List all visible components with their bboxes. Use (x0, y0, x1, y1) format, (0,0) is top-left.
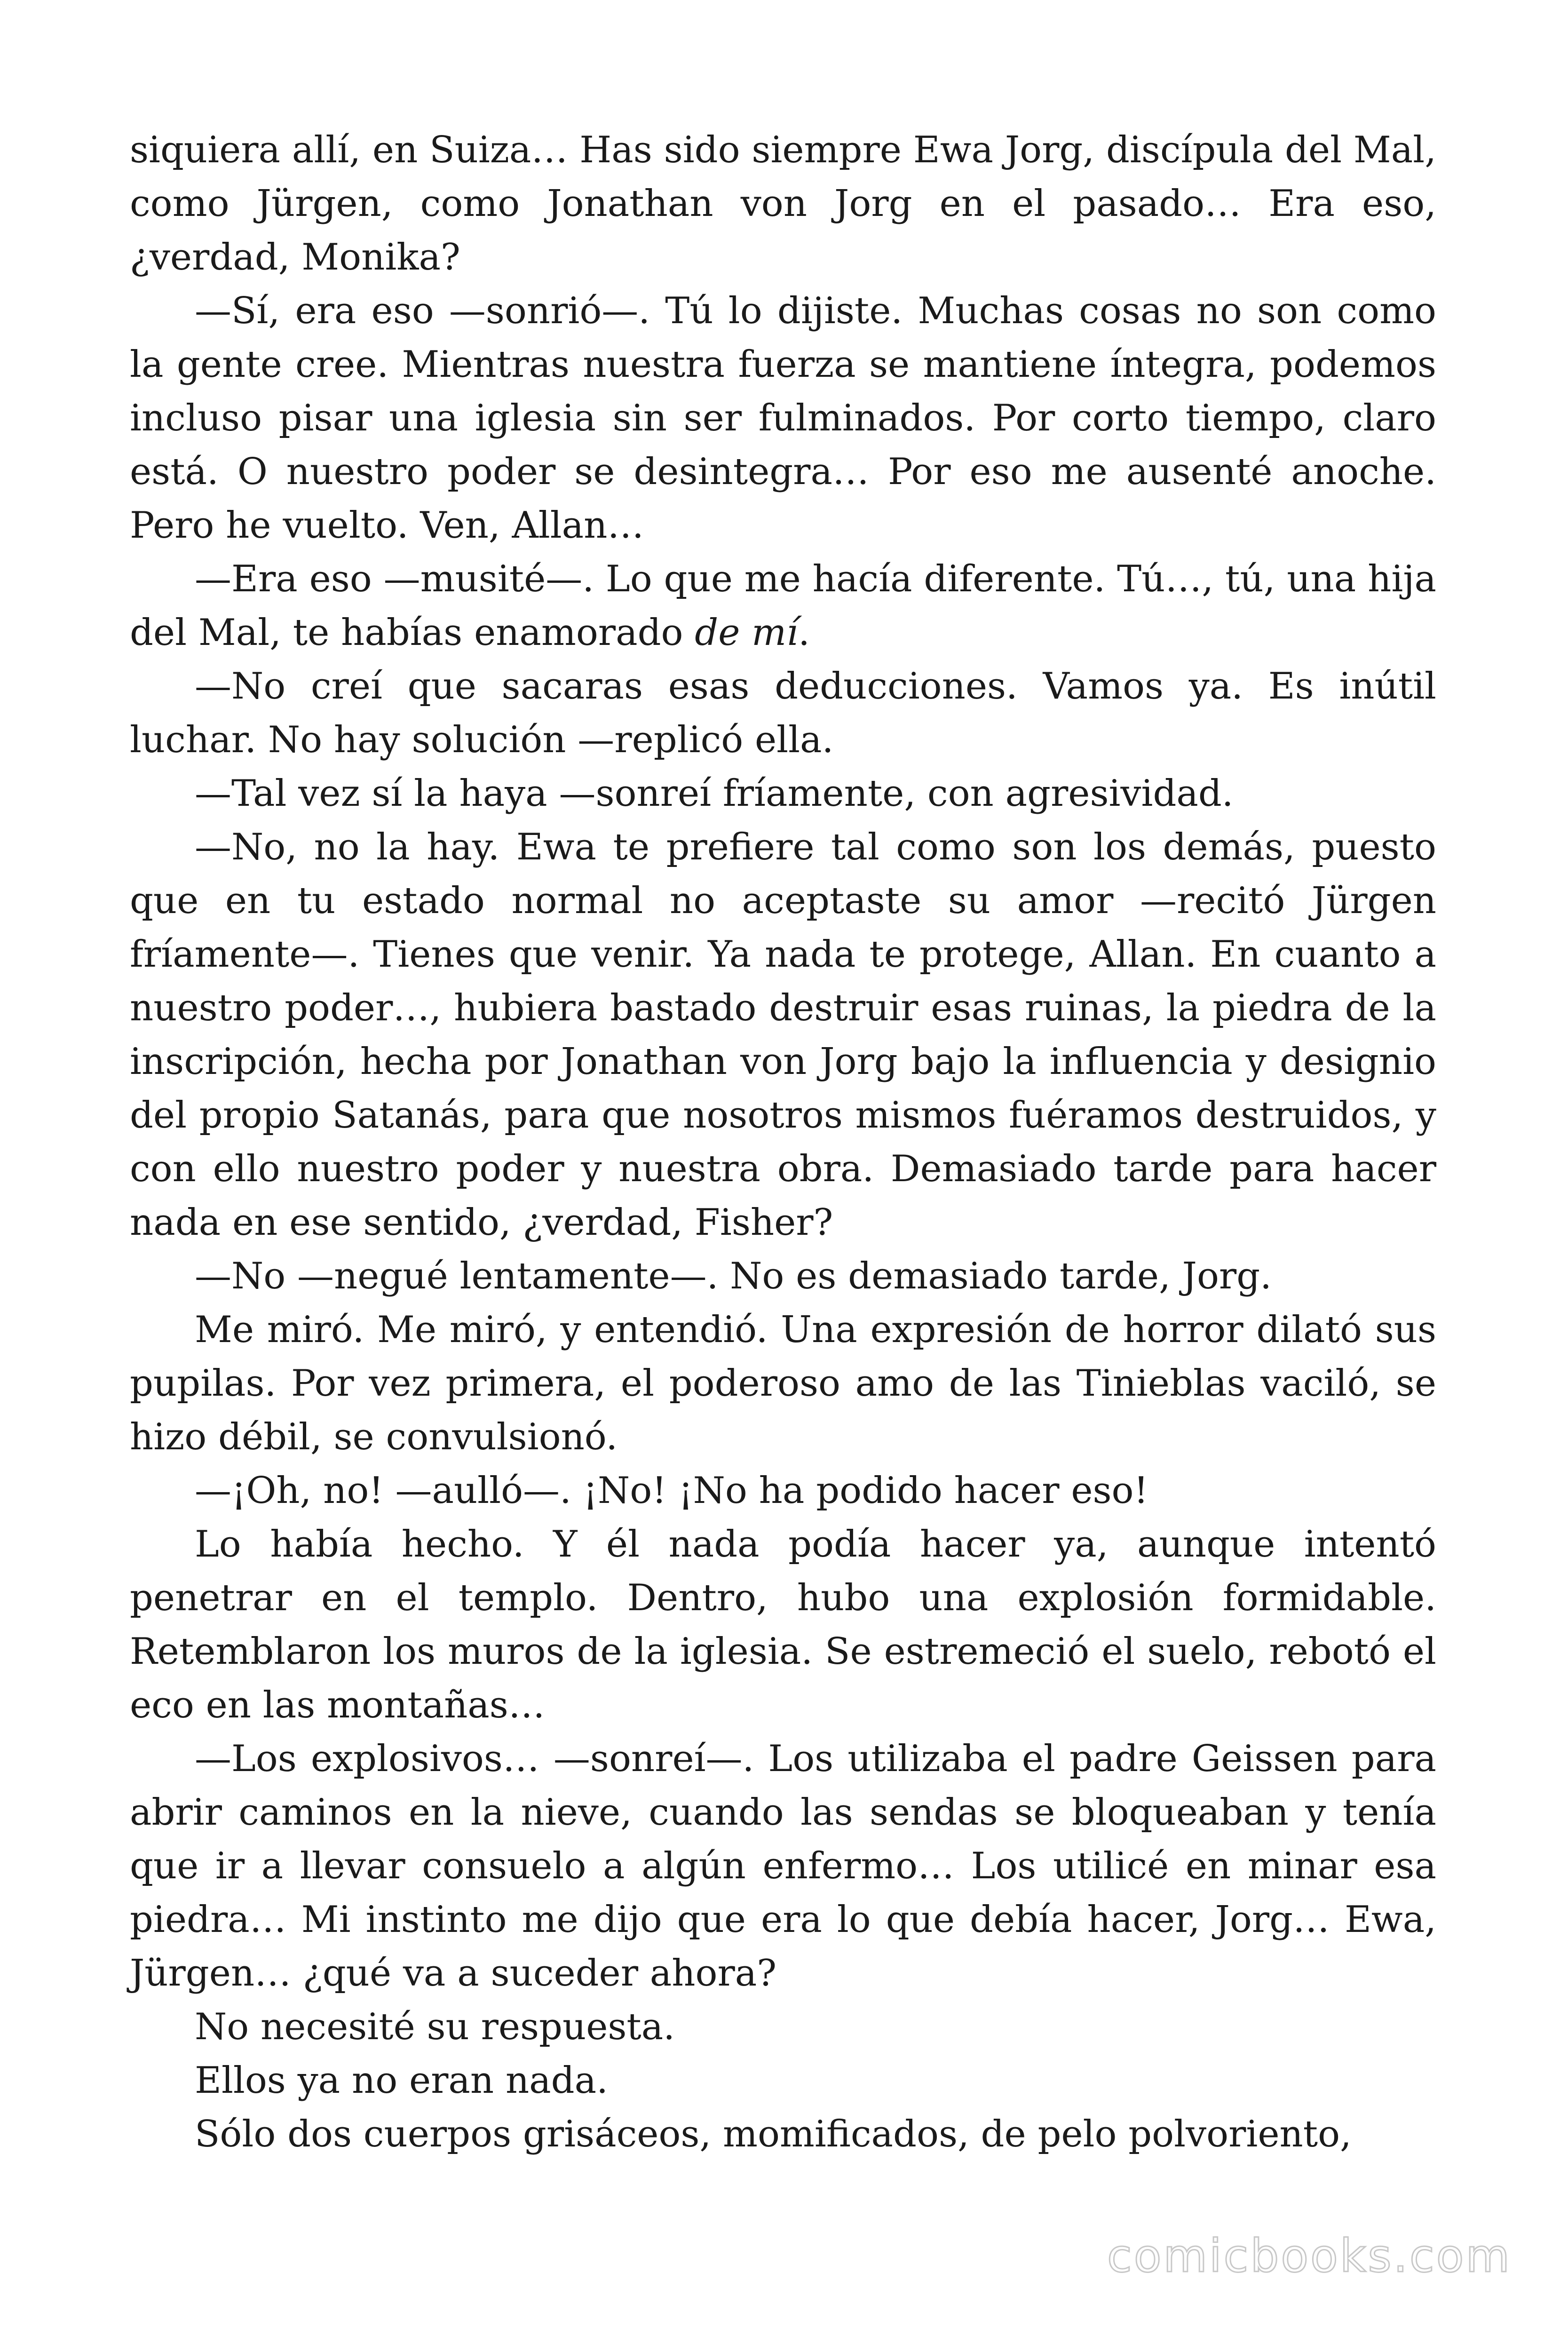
watermark: comicbooks.com (1107, 2230, 1512, 2282)
paragraph: —¡Oh, no! —aulló—. ¡No! ¡No ha podido hacer eso! (195, 1470, 1148, 1512)
paragraph: No necesité su respuesta. (195, 2006, 675, 2048)
paragraph: —Sí, era eso —sonrió—. Tú lo dijiste. Muchas cosas no son como la gente cree. Mientras nuestra fuerza se mantiene íntegra, podemos incluso pisar una iglesia sin ser fulminados. Por corto tiempo, claro está. O nuestro poder se desintegra… Por eso me ausenté anoche. Pero he vuelto. Ven, Allan… (130, 290, 1436, 547)
paragraph: —Los explosivos… —sonreí—. Los utilizaba el padre Geissen para abrir caminos en la nieve, cuando las sendas se bloqueaban y tenía que ir a llevar consuelo a algún enfermo… Los utilicé en minar esa piedra… Mi instinto me dijo que era lo que debía hacer, Jorg… Ewa, Jürgen… ¿qué va a suceder ahora? (130, 1738, 1436, 1994)
paragraph: —Tal vez sí la haya —sonreí fríamente, con agresividad. (195, 772, 1234, 815)
paragraph-text: —Era eso —musité—. Lo que me hacía diferente. Tú…, tú, una hija del Mal, te habías enamorado (130, 558, 1436, 654)
paragraph (130, 552, 1436, 660)
paragraph: Lo había hecho. Y él nada podía hacer ya, aunque intentó penetrar en el templo. Dentro, hubo una explosión formidable. Retemblaron los muros de la iglesia. Se estremeció el suelo, rebotó el eco en las montañas… (130, 1523, 1436, 1726)
paragraph: —No —negué lentamente—. No es demasiado tarde, Jorg. (195, 1255, 1272, 1297)
paragraph-punctuation: . (798, 612, 810, 654)
paragraph: Ellos ya no eran nada. (195, 2059, 608, 2102)
italic-phrase: de mí (695, 612, 799, 654)
paragraph: —No, no la hay. Ewa te prefiere tal como son los demás, puesto que en tu estado normal no aceptaste su amor —recitó Jürgen fríamente—. Tienes que venir. Ya nada te protege, Allan. En cuanto a nuestro poder…, hubiera bastado destruir esas ruinas, la piedra de la inscripción, hecha por Jonathan von Jorg bajo la influencia y designio del propio Satanás, para que nosotros mismos fuéramos destruidos, y con ello nuestro poder y nuestra obra. Demasiado tarde para hacer nada en ese sentido, ¿verdad, Fisher? (130, 826, 1436, 1244)
paragraph: Sólo dos cuerpos grisáceos, momificados, de pelo polvoriento, (195, 2113, 1352, 2155)
body-text (130, 123, 1436, 2161)
paragraph: Me miró. Me miró, y entendió. Una expresión de horror dilató sus pupilas. Por vez primera, el poderoso amo de las Tinieblas vaciló, se hizo débil, se convulsionó. (130, 1309, 1436, 1458)
paragraph: siquiera allí, en Suiza… Has sido siempre Ewa Jorg, discípula del Mal, como Jürgen, como Jonathan von Jorg en el pasado… Era eso, ¿verdad, Monika? (130, 129, 1436, 278)
paragraph: —No creí que sacaras esas deducciones. Vamos ya. Es inútil luchar. No hay solución —replicó ella. (130, 665, 1436, 761)
